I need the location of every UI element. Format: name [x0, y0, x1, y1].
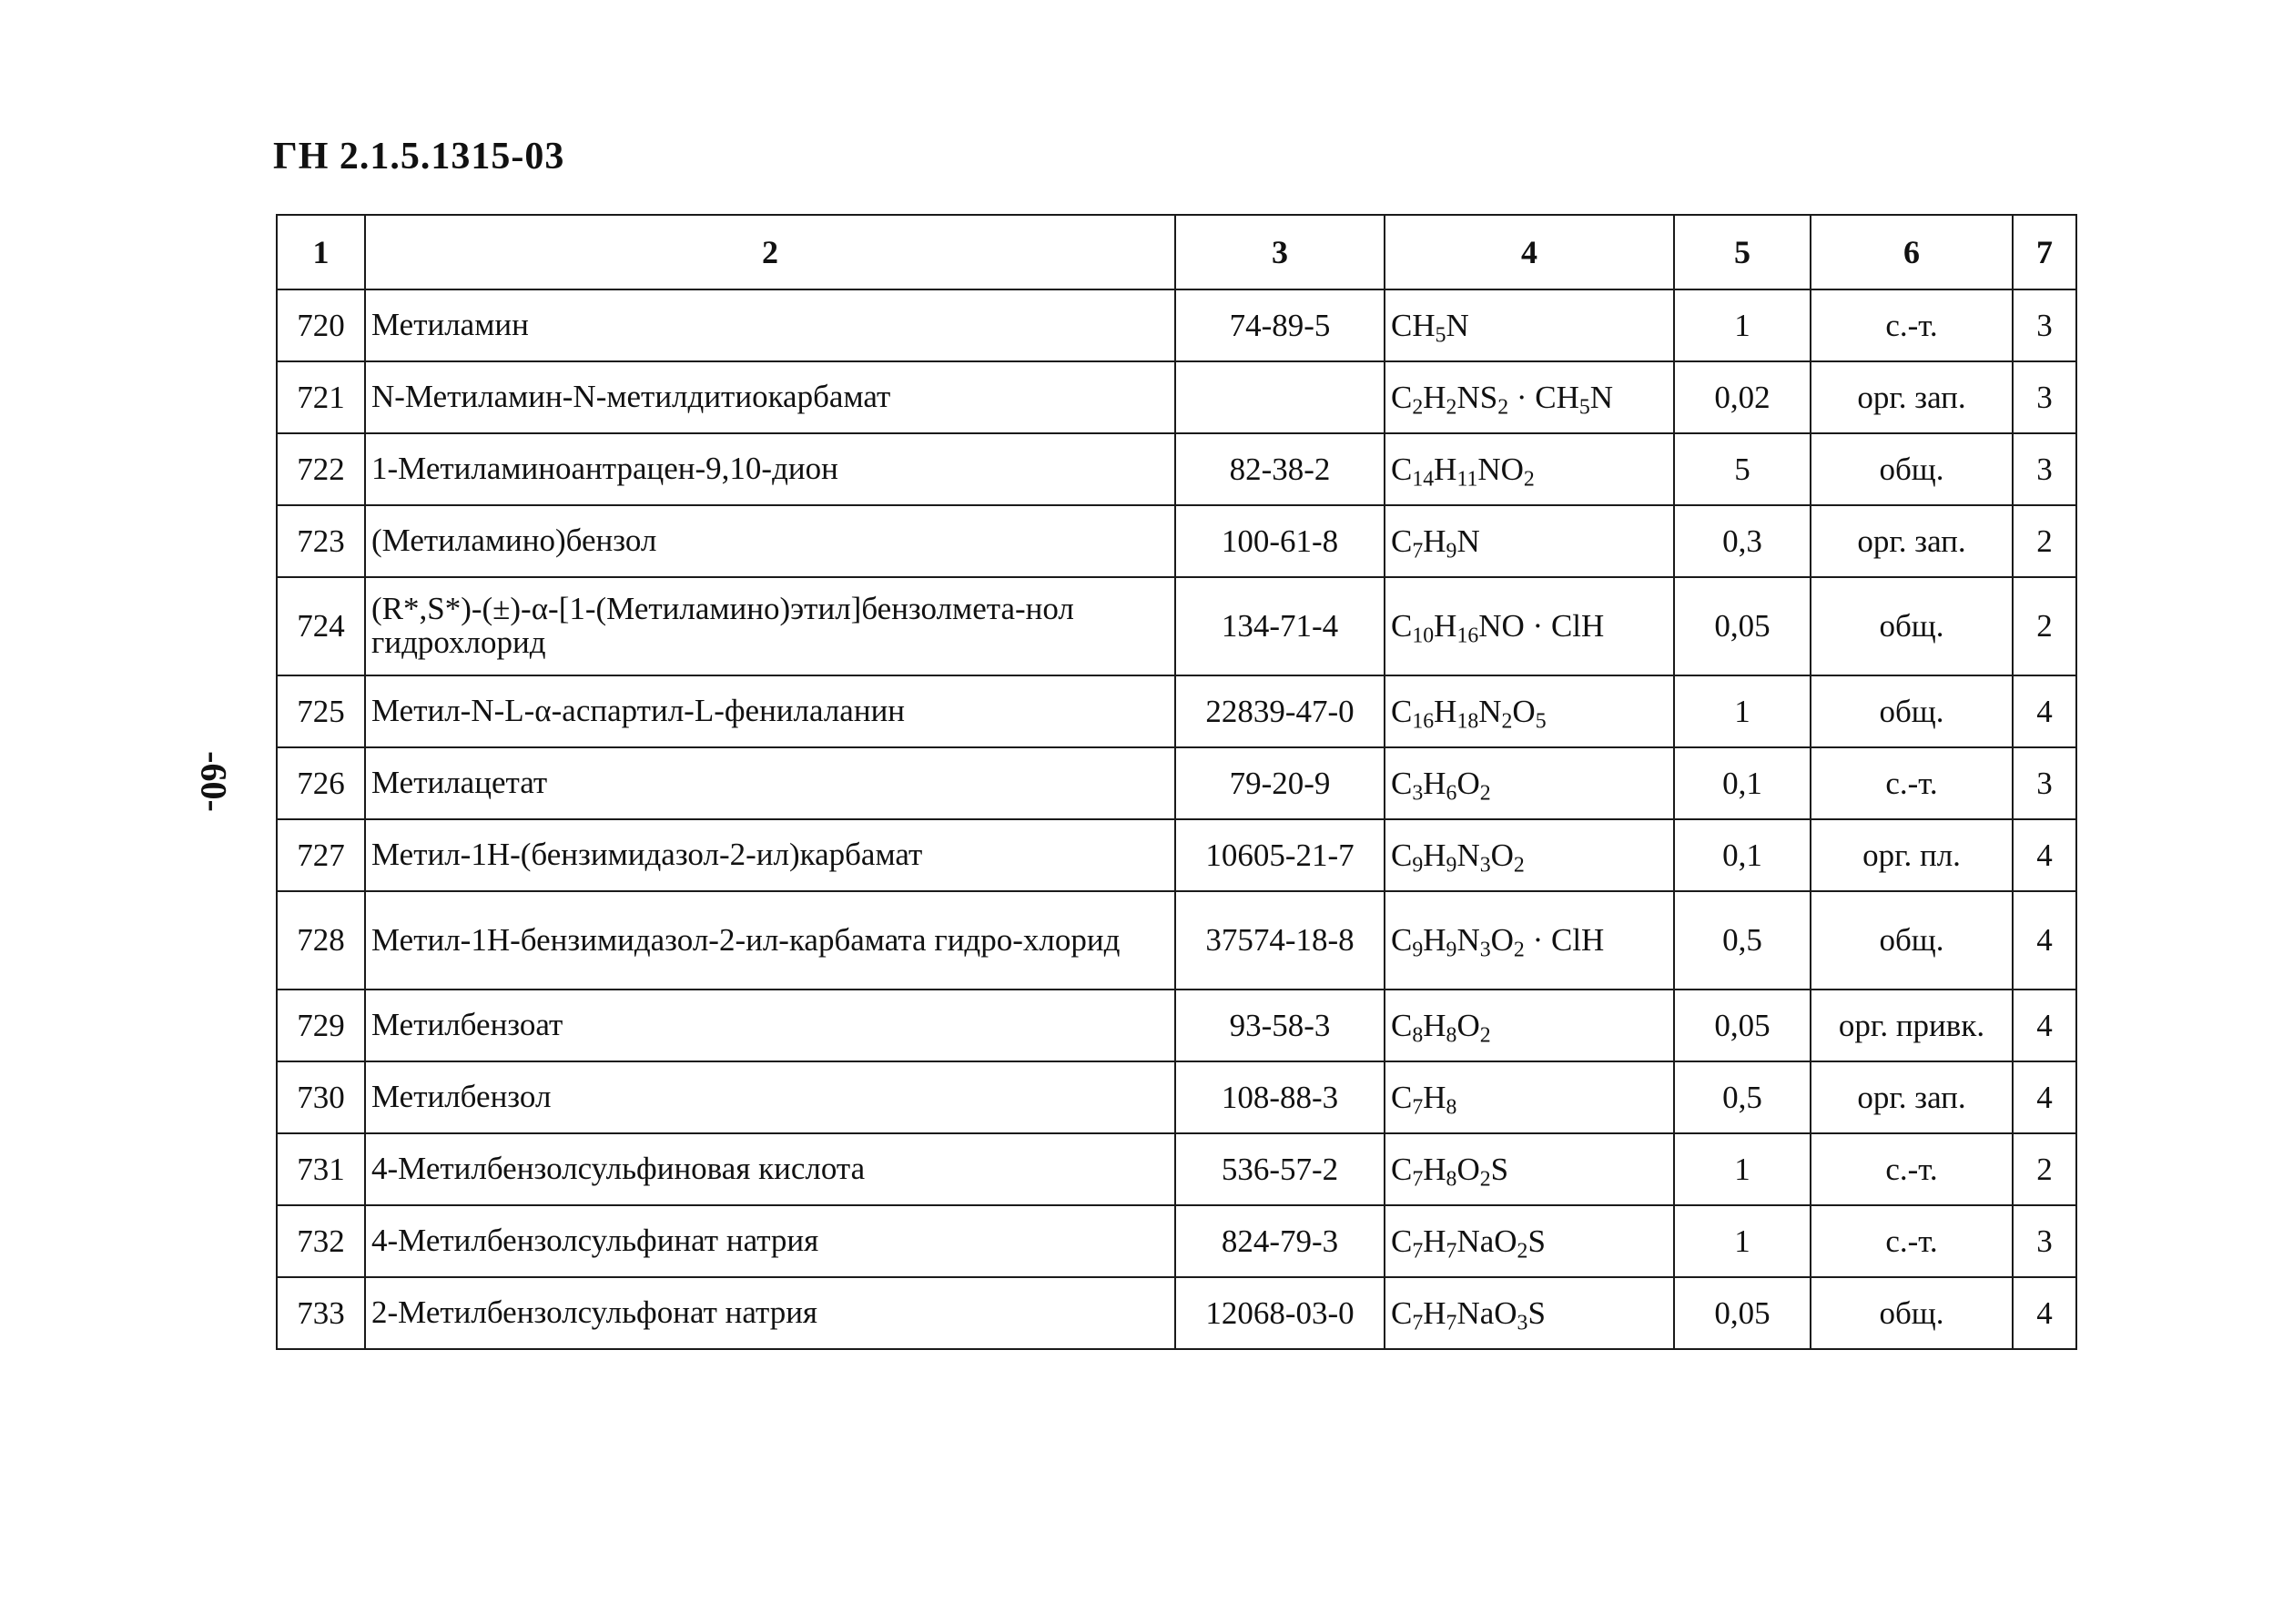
- hazard-class-cell: 2: [2013, 505, 2076, 577]
- formula-cell: [1385, 1061, 1674, 1133]
- formula-subscript: 2: [1446, 395, 1457, 420]
- cas-number-cell: 74-89-5: [1175, 289, 1385, 361]
- hazard-sign-cell: общ.: [1811, 891, 2013, 990]
- formula-subscript: 8: [1446, 1095, 1457, 1120]
- formula-element: N: [1456, 837, 1480, 873]
- hazard-class-cell: 4: [2013, 1061, 2076, 1133]
- hazard-class-cell: 3: [2013, 1205, 2076, 1277]
- table-row: [277, 577, 2076, 675]
- formula-element: O: [1456, 765, 1480, 801]
- hazard-sign-cell: с.-т.: [1811, 747, 2013, 819]
- table-row: [277, 747, 2076, 819]
- formula-subscript: 5: [1535, 709, 1547, 734]
- formula-element: NO: [1477, 451, 1524, 487]
- formula-subscript: 9: [1446, 938, 1457, 962]
- row-number-cell: 731: [277, 1133, 365, 1205]
- table-row: [277, 1133, 2076, 1205]
- formula-element: N: [1589, 379, 1614, 415]
- formula-element: H: [1412, 307, 1436, 343]
- hazard-class-cell: 4: [2013, 675, 2076, 747]
- cas-number-cell: 79-20-9: [1175, 747, 1385, 819]
- formula-subscript: 5: [1578, 395, 1590, 420]
- column-header: 3: [1175, 215, 1385, 289]
- row-number-cell: 730: [277, 1061, 365, 1133]
- formula-element: S: [1527, 1223, 1546, 1259]
- cas-number-cell: 12068-03-0: [1175, 1277, 1385, 1349]
- formula-cell: [1385, 990, 1674, 1061]
- table-header-row: [277, 215, 2076, 289]
- formula-element: H: [1434, 451, 1457, 487]
- formula-subscript: 16: [1412, 709, 1435, 734]
- cas-number-cell: 134-71-4: [1175, 577, 1385, 675]
- substance-name-cell: Метилбензоат: [365, 990, 1175, 1061]
- formula-subscript: 2: [1479, 781, 1491, 806]
- substances-table: [276, 214, 2077, 1350]
- formula-element: NaO: [1456, 1223, 1517, 1259]
- column-header: 1: [277, 215, 365, 289]
- substance-name-cell: 4-Метилбензолсульфиновая кислота: [365, 1133, 1175, 1205]
- substance-name-cell: 4-Метилбензолсульфинат натрия: [365, 1205, 1175, 1277]
- formula-element: · CH: [1508, 379, 1579, 415]
- row-number-cell: 729: [277, 990, 365, 1061]
- formula-subscript: 2: [1523, 467, 1535, 492]
- value-cell: 1: [1674, 675, 1811, 747]
- value-cell: 0,5: [1674, 1061, 1811, 1133]
- value-cell: 0,1: [1674, 819, 1811, 891]
- substance-name-cell: Метил-N-L-α-аспартил-L-фенилаланин: [365, 675, 1175, 747]
- hazard-class-cell: 3: [2013, 433, 2076, 505]
- row-number-cell: 732: [277, 1205, 365, 1277]
- formula-subscript: 5: [1435, 323, 1446, 348]
- hazard-class-cell: 3: [2013, 289, 2076, 361]
- formula-element: N: [1456, 922, 1480, 958]
- formula-element: C: [1391, 1294, 1413, 1331]
- value-cell: 1: [1674, 289, 1811, 361]
- formula-subscript: 7: [1446, 1239, 1457, 1264]
- table-body: [277, 289, 2076, 1349]
- hazard-sign-cell: орг. привк.: [1811, 990, 2013, 1061]
- formula-cell: [1385, 819, 1674, 891]
- table-row: [277, 1205, 2076, 1277]
- formula-element: N: [1478, 693, 1502, 729]
- hazard-sign-cell: орг. зап.: [1811, 1061, 2013, 1133]
- table-row: [277, 289, 2076, 361]
- formula-cell: [1385, 361, 1674, 433]
- substance-name-cell: (R*,S*)-(±)-α-[1-(Метиламино)этил]бензолмета-нол гидрохлорид: [365, 577, 1175, 675]
- value-cell: 0,05: [1674, 990, 1811, 1061]
- cas-number-cell: 100-61-8: [1175, 505, 1385, 577]
- formula-cell: [1385, 675, 1674, 747]
- formula-element: H: [1423, 837, 1446, 873]
- formula-subscript: 7: [1412, 1167, 1424, 1192]
- formula-element: NaO: [1456, 1294, 1517, 1331]
- substance-name-cell: Метилацетат: [365, 747, 1175, 819]
- row-number-cell: 728: [277, 891, 365, 990]
- formula-subscript: 7: [1412, 539, 1424, 563]
- formula-element: C: [1391, 1151, 1413, 1187]
- formula-element: H: [1423, 765, 1446, 801]
- formula-element: H: [1423, 922, 1446, 958]
- formula-element: H: [1423, 379, 1446, 415]
- hazard-sign-cell: орг. зап.: [1811, 361, 2013, 433]
- column-header: 6: [1811, 215, 2013, 289]
- formula-subscript: 11: [1456, 467, 1478, 492]
- formula-cell: [1385, 1133, 1674, 1205]
- row-number-cell: 722: [277, 433, 365, 505]
- formula-subscript: 2: [1497, 395, 1509, 420]
- formula-element: C: [1391, 693, 1413, 729]
- column-header: 4: [1385, 215, 1674, 289]
- value-cell: 0,1: [1674, 747, 1811, 819]
- hazard-sign-cell: с.-т.: [1811, 289, 2013, 361]
- formula-subscript: 9: [1412, 938, 1424, 962]
- row-number-cell: 720: [277, 289, 365, 361]
- row-number-cell: 733: [277, 1277, 365, 1349]
- formula-element: · ClH: [1524, 922, 1605, 958]
- formula-element: S: [1527, 1294, 1546, 1331]
- row-number-cell: 726: [277, 747, 365, 819]
- cas-number-cell: [1175, 361, 1385, 433]
- table-row: [277, 675, 2076, 747]
- formula-subscript: 7: [1412, 1239, 1424, 1264]
- hazard-sign-cell: общ.: [1811, 433, 2013, 505]
- formula-subscript: 3: [1517, 1311, 1528, 1335]
- formula-element: NO · ClH: [1478, 608, 1605, 644]
- row-number-cell: 727: [277, 819, 365, 891]
- formula-element: C: [1391, 1007, 1413, 1043]
- formula-element: N: [1456, 523, 1480, 559]
- hazard-sign-cell: с.-т.: [1811, 1133, 2013, 1205]
- hazard-sign-cell: с.-т.: [1811, 1205, 2013, 1277]
- hazard-sign-cell: общ.: [1811, 577, 2013, 675]
- formula-subscript: 18: [1456, 709, 1479, 734]
- formula-element: C: [1391, 307, 1413, 343]
- value-cell: 1: [1674, 1133, 1811, 1205]
- cas-number-cell: 82-38-2: [1175, 433, 1385, 505]
- formula-element: H: [1434, 608, 1457, 644]
- formula-subscript: 9: [1412, 853, 1424, 878]
- formula-element: H: [1434, 693, 1457, 729]
- formula-subscript: 7: [1446, 1311, 1457, 1335]
- hazard-class-cell: 3: [2013, 747, 2076, 819]
- formula-subscript: 7: [1412, 1311, 1424, 1335]
- document-code: ГН 2.1.5.1315-03: [273, 136, 565, 178]
- formula-subscript: 10: [1412, 624, 1435, 648]
- formula-subscript: 8: [1446, 1167, 1457, 1192]
- formula-cell: [1385, 505, 1674, 577]
- value-cell: 0,05: [1674, 577, 1811, 675]
- value-cell: 0,05: [1674, 1277, 1811, 1349]
- formula-element: H: [1423, 1294, 1446, 1331]
- cas-number-cell: 37574-18-8: [1175, 891, 1385, 990]
- formula-subscript: 3: [1479, 938, 1491, 962]
- formula-element: C: [1391, 837, 1413, 873]
- formula-element: H: [1423, 1223, 1446, 1259]
- formula-cell: [1385, 577, 1674, 675]
- column-header: 2: [365, 215, 1175, 289]
- row-number-cell: 724: [277, 577, 365, 675]
- formula-element: C: [1391, 765, 1413, 801]
- cas-number-cell: 93-58-3: [1175, 990, 1385, 1061]
- value-cell: 0,02: [1674, 361, 1811, 433]
- cas-number-cell: 108-88-3: [1175, 1061, 1385, 1133]
- hazard-sign-cell: общ.: [1811, 675, 2013, 747]
- formula-element: O: [1512, 693, 1536, 729]
- substance-name-cell: (Метиламино)бензол: [365, 505, 1175, 577]
- hazard-class-cell: 3: [2013, 361, 2076, 433]
- formula-element: C: [1391, 523, 1413, 559]
- substance-name-cell: 1-Метиламиноантрацен-9,10-дион: [365, 433, 1175, 505]
- hazard-class-cell: 4: [2013, 819, 2076, 891]
- cas-number-cell: 22839-47-0: [1175, 675, 1385, 747]
- formula-cell: [1385, 1277, 1674, 1349]
- value-cell: 0,3: [1674, 505, 1811, 577]
- formula-element: C: [1391, 379, 1413, 415]
- formula-element: H: [1423, 1007, 1446, 1043]
- formula-element: N: [1446, 307, 1469, 343]
- table-row: [277, 891, 2076, 990]
- hazard-class-cell: 2: [2013, 577, 2076, 675]
- formula-subscript: 2: [1513, 853, 1525, 878]
- formula-element: NS: [1456, 379, 1498, 415]
- hazard-class-cell: 4: [2013, 891, 2076, 990]
- hazard-class-cell: 2: [2013, 1133, 2076, 1205]
- substance-name-cell: N-Метиламин-N-метилдитиокарбамат: [365, 361, 1175, 433]
- hazard-class-cell: 4: [2013, 990, 2076, 1061]
- cas-number-cell: 10605-21-7: [1175, 819, 1385, 891]
- formula-element: O: [1490, 922, 1514, 958]
- column-header: 7: [2013, 215, 2076, 289]
- formula-element: C: [1391, 451, 1413, 487]
- formula-element: O: [1456, 1007, 1480, 1043]
- formula-cell: [1385, 891, 1674, 990]
- formula-cell: [1385, 747, 1674, 819]
- formula-element: O: [1456, 1151, 1480, 1187]
- formula-subscript: 2: [1501, 709, 1513, 734]
- formula-cell: [1385, 289, 1674, 361]
- value-cell: 1: [1674, 1205, 1811, 1277]
- formula-subscript: 2: [1412, 395, 1424, 420]
- value-cell: 5: [1674, 433, 1811, 505]
- formula-subscript: 9: [1446, 853, 1457, 878]
- formula-element: C: [1391, 608, 1413, 644]
- row-number-cell: 723: [277, 505, 365, 577]
- hazard-sign-cell: орг. зап.: [1811, 505, 2013, 577]
- value-cell: 0,5: [1674, 891, 1811, 990]
- formula-subscript: 9: [1446, 539, 1457, 563]
- formula-element: H: [1423, 523, 1446, 559]
- formula-element: C: [1391, 1223, 1413, 1259]
- formula-subscript: 2: [1479, 1167, 1491, 1192]
- formula-subscript: 8: [1412, 1023, 1424, 1048]
- formula-element: C: [1391, 1079, 1413, 1115]
- cas-number-cell: 824-79-3: [1175, 1205, 1385, 1277]
- formula-subscript: 6: [1446, 781, 1457, 806]
- formula-subscript: 2: [1513, 938, 1525, 962]
- table-row: [277, 361, 2076, 433]
- formula-cell: [1385, 433, 1674, 505]
- page-number: -60-: [193, 751, 235, 812]
- cas-number-cell: 536-57-2: [1175, 1133, 1385, 1205]
- table-row: [277, 433, 2076, 505]
- formula-subscript: 16: [1456, 624, 1479, 648]
- row-number-cell: 721: [277, 361, 365, 433]
- hazard-class-cell: 4: [2013, 1277, 2076, 1349]
- formula-element: O: [1490, 837, 1514, 873]
- row-number-cell: 725: [277, 675, 365, 747]
- formula-subscript: 2: [1479, 1023, 1491, 1048]
- formula-subscript: 2: [1517, 1239, 1528, 1264]
- substance-name-cell: 2-Метилбензолсульфонат натрия: [365, 1277, 1175, 1349]
- formula-element: S: [1490, 1151, 1509, 1187]
- table-row: [277, 1061, 2076, 1133]
- formula-element: H: [1423, 1151, 1446, 1187]
- formula-subscript: 7: [1412, 1095, 1424, 1120]
- formula-subscript: 14: [1412, 467, 1435, 492]
- table-row: [277, 990, 2076, 1061]
- table-row: [277, 505, 2076, 577]
- formula-subscript: 3: [1479, 853, 1491, 878]
- hazard-sign-cell: общ.: [1811, 1277, 2013, 1349]
- formula-subscript: 3: [1412, 781, 1424, 806]
- column-header: 5: [1674, 215, 1811, 289]
- substance-name-cell: Метил-1Н-(бензимидазол-2-ил)карбамат: [365, 819, 1175, 891]
- substance-name-cell: Метил-1Н-бензимидазол-2-ил-карбамата гидро-хлорид: [365, 891, 1175, 990]
- table-row: [277, 819, 2076, 891]
- table-row: [277, 1277, 2076, 1349]
- formula-cell: [1385, 1205, 1674, 1277]
- formula-subscript: 8: [1446, 1023, 1457, 1048]
- formula-element: H: [1423, 1079, 1446, 1115]
- substance-name-cell: Метиламин: [365, 289, 1175, 361]
- substance-name-cell: Метилбензол: [365, 1061, 1175, 1133]
- hazard-sign-cell: орг. пл.: [1811, 819, 2013, 891]
- formula-element: C: [1391, 922, 1413, 958]
